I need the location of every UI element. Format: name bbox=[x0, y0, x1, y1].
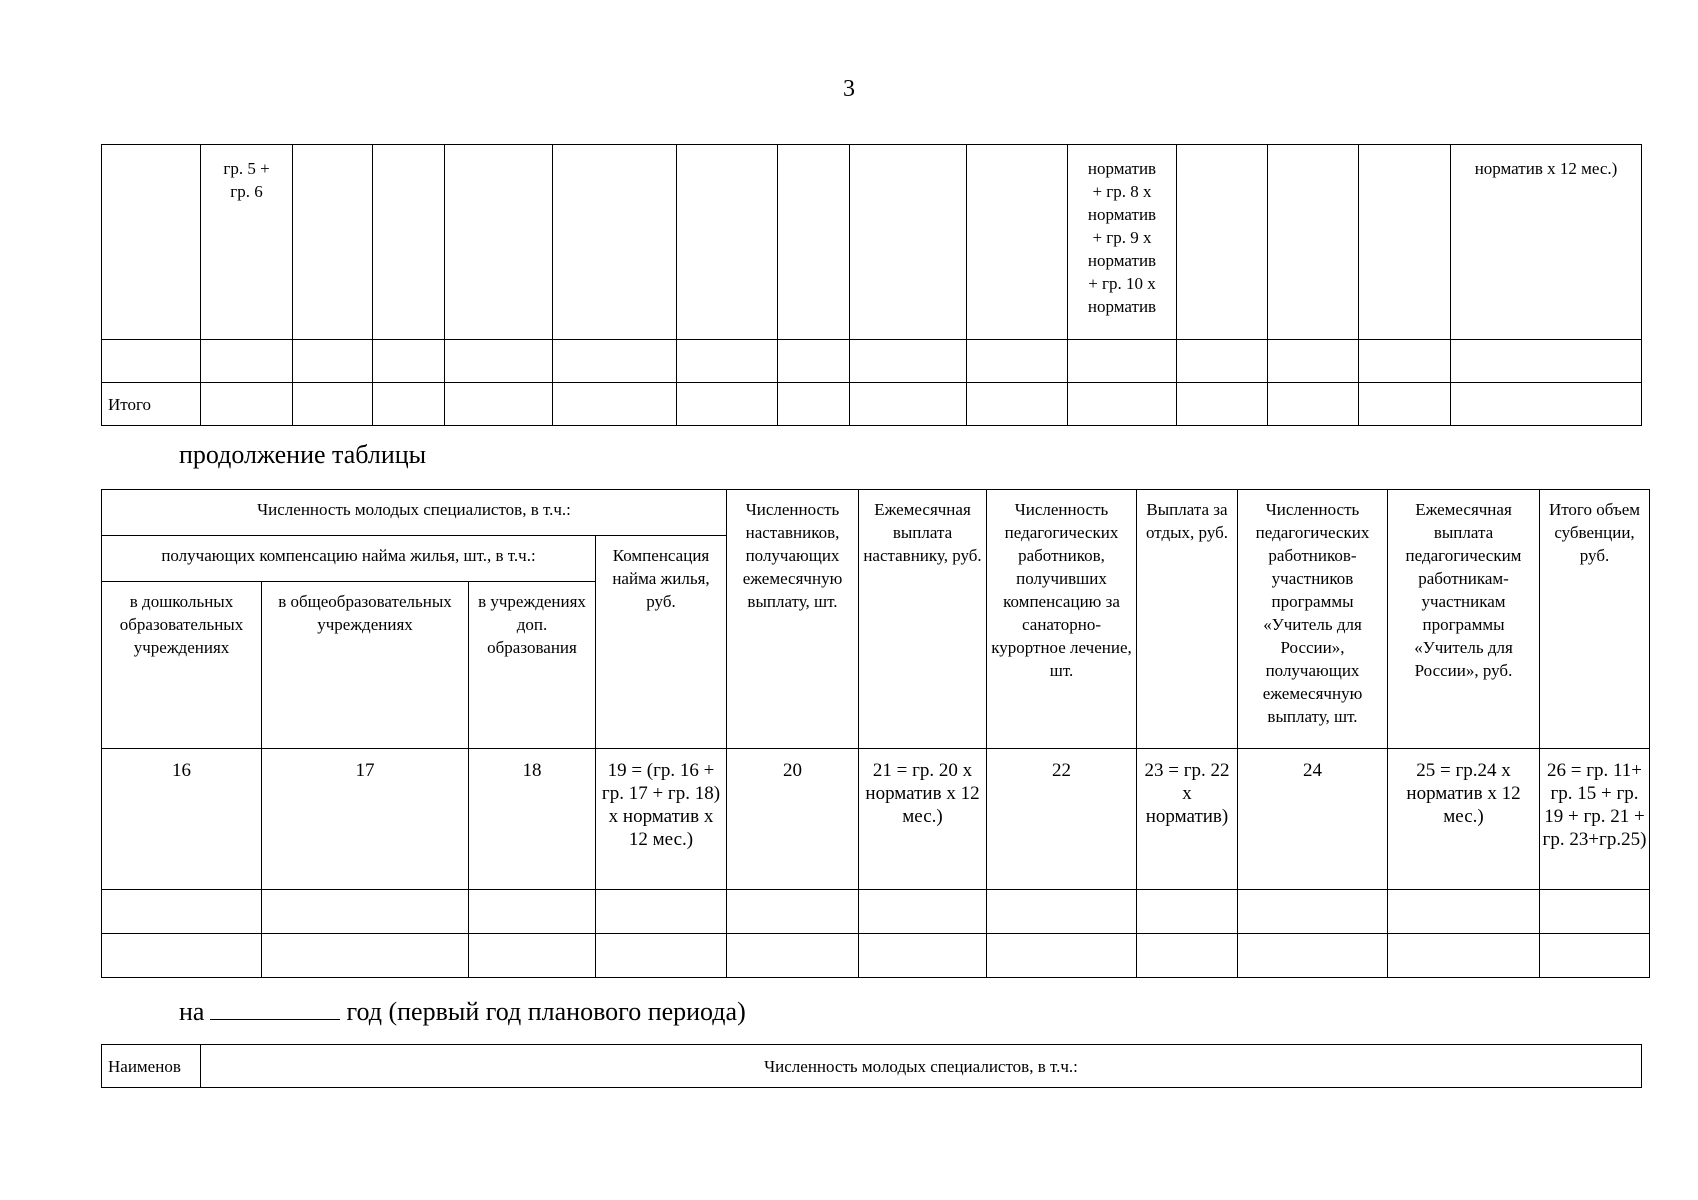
cell bbox=[102, 890, 262, 934]
cell bbox=[1177, 340, 1268, 383]
cell bbox=[967, 340, 1068, 383]
previous-table-fragment bbox=[101, 144, 1642, 426]
cell bbox=[102, 340, 201, 383]
num-cell: 22 bbox=[987, 749, 1137, 890]
cell bbox=[262, 934, 469, 978]
cell bbox=[1359, 145, 1451, 340]
cell bbox=[850, 340, 967, 383]
cell bbox=[1068, 383, 1177, 426]
header-rest-pay: Выплата за отдых, руб. bbox=[1137, 490, 1238, 749]
header-teacher-program-count: Численность педагогических работников-участников программы «Учитель для России», получающих ежемесячную выплату, шт. bbox=[1238, 490, 1388, 749]
cell bbox=[1540, 934, 1650, 978]
cell bbox=[445, 340, 553, 383]
next-table-header bbox=[101, 1044, 1642, 1088]
cell bbox=[778, 145, 850, 340]
cell bbox=[293, 383, 373, 426]
cell bbox=[1268, 340, 1359, 383]
header-mentors: Численность наставников, получающих ежемесячную выплату, шт. bbox=[727, 490, 859, 749]
header-mentor-pay: Ежемесячная выплата наставнику, руб. bbox=[859, 490, 987, 749]
continuation-caption: продолжение таблицы bbox=[179, 440, 427, 469]
formula-row bbox=[102, 145, 1642, 340]
cell bbox=[1137, 934, 1238, 978]
num-cell: 25 = гр.24 х норматив х 12 мес.) bbox=[1388, 749, 1540, 890]
cell bbox=[1268, 145, 1359, 340]
num-cell: 17 bbox=[262, 749, 469, 890]
num-cell: 24 bbox=[1238, 749, 1388, 890]
cell bbox=[1268, 383, 1359, 426]
cell bbox=[1137, 890, 1238, 934]
table-row bbox=[102, 340, 1642, 383]
cell bbox=[1238, 934, 1388, 978]
header-young-specialists: Численность молодых специалистов, в т.ч.: bbox=[102, 490, 727, 536]
cell bbox=[293, 145, 373, 340]
caption-prefix: на bbox=[179, 997, 205, 1026]
header-row-1 bbox=[102, 490, 1650, 536]
cell bbox=[727, 890, 859, 934]
header-preschool: в дошкольных образовательных учреждениях bbox=[102, 582, 262, 749]
cell bbox=[1451, 383, 1642, 426]
cell bbox=[967, 383, 1068, 426]
continuation-table bbox=[101, 489, 1650, 978]
header-additional: в учреждениях доп. образования bbox=[469, 582, 596, 749]
cell bbox=[677, 383, 778, 426]
cell bbox=[859, 890, 987, 934]
num-cell: 26 = гр. 11+ гр. 15 + гр. 19 + гр. 21 + гр. 23+гр.25) bbox=[1540, 749, 1650, 890]
cell bbox=[677, 340, 778, 383]
cell bbox=[373, 383, 445, 426]
num-cell: 23 = гр. 22 х норматив) bbox=[1137, 749, 1238, 890]
cell bbox=[373, 145, 445, 340]
cell bbox=[1388, 934, 1540, 978]
cell bbox=[778, 383, 850, 426]
cell bbox=[778, 340, 850, 383]
num-cell: 18 bbox=[469, 749, 596, 890]
cell bbox=[1359, 340, 1451, 383]
header-sanatorium: Численность педагогических работников, получивших компенсацию за санаторно-курортное лечение, шт. bbox=[987, 490, 1137, 749]
cell bbox=[1068, 340, 1177, 383]
total-label: Итого bbox=[102, 383, 201, 426]
cell bbox=[553, 383, 677, 426]
num-cell: 19 = (гр. 16 + гр. 17 + гр. 18) х норматив х 12 мес.) bbox=[596, 749, 727, 890]
cell bbox=[201, 383, 293, 426]
header-housing-comp: получающих компенсацию найма жилья, шт., в т.ч.: bbox=[102, 536, 596, 582]
cell bbox=[596, 934, 727, 978]
cell bbox=[1238, 890, 1388, 934]
year-blank-line bbox=[210, 993, 340, 1020]
cell bbox=[987, 890, 1137, 934]
cell bbox=[469, 934, 596, 978]
formula-cell-col15: норматив х 12 мес.) bbox=[1451, 145, 1642, 340]
cell bbox=[445, 145, 553, 340]
cell bbox=[553, 340, 677, 383]
header-young-specialists: Численность молодых специалистов, в т.ч.: bbox=[201, 1045, 1642, 1088]
num-cell: 21 = гр. 20 х норматив х 12 мес.) bbox=[859, 749, 987, 890]
header-row bbox=[102, 1045, 1642, 1088]
cell bbox=[262, 890, 469, 934]
cell bbox=[293, 340, 373, 383]
table-row bbox=[102, 934, 1650, 978]
cell bbox=[1540, 890, 1650, 934]
cell bbox=[596, 890, 727, 934]
column-number-row bbox=[102, 749, 1650, 890]
caption-suffix: год (первый год планового периода) bbox=[346, 997, 746, 1026]
header-housing-rub: Компенсация найма жилья, руб. bbox=[596, 536, 727, 749]
cell bbox=[859, 934, 987, 978]
header-teacher-program-pay: Ежемесячная выплата педагогическим работникам-участникам программы «Учитель для России», руб. bbox=[1388, 490, 1540, 749]
cell bbox=[1388, 890, 1540, 934]
cell bbox=[1177, 145, 1268, 340]
cell bbox=[102, 145, 201, 340]
next-year-caption bbox=[179, 993, 746, 1027]
cell bbox=[677, 145, 778, 340]
cell bbox=[469, 890, 596, 934]
formula-cell-col2: гр. 5 + гр. 6 bbox=[201, 145, 293, 340]
cell bbox=[987, 934, 1137, 978]
num-cell: 16 bbox=[102, 749, 262, 890]
header-total-subvention: Итого объем субвенции, руб. bbox=[1540, 490, 1650, 749]
cell bbox=[102, 934, 262, 978]
cell bbox=[201, 340, 293, 383]
formula-cell-col11: норматив + гр. 8 х норматив + гр. 9 х норматив + гр. 10 х норматив bbox=[1068, 145, 1177, 340]
page-number: 3 bbox=[843, 76, 855, 102]
cell bbox=[727, 934, 859, 978]
cell bbox=[850, 383, 967, 426]
num-cell: 20 bbox=[727, 749, 859, 890]
cell bbox=[967, 145, 1068, 340]
total-row bbox=[102, 383, 1642, 426]
header-name: Наименов bbox=[102, 1045, 201, 1088]
cell bbox=[553, 145, 677, 340]
cell bbox=[445, 383, 553, 426]
cell bbox=[1451, 340, 1642, 383]
cell bbox=[850, 145, 967, 340]
header-general: в общеобразовательных учреждениях bbox=[262, 582, 469, 749]
table-row bbox=[102, 890, 1650, 934]
cell bbox=[373, 340, 445, 383]
cell bbox=[1177, 383, 1268, 426]
cell bbox=[1359, 383, 1451, 426]
